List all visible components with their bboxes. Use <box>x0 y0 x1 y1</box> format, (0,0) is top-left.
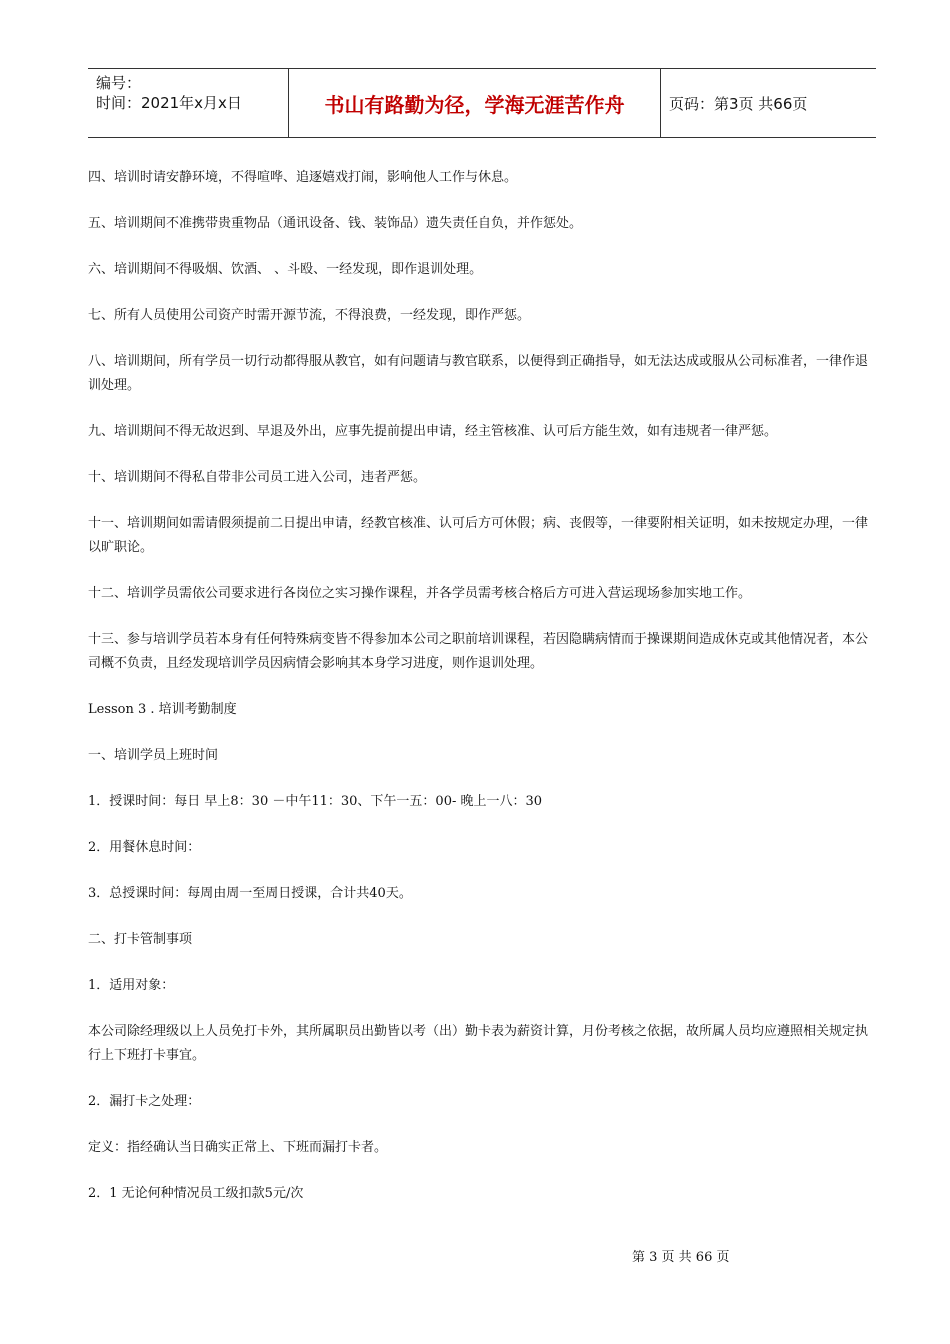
page-footer <box>632 1246 729 1265</box>
paragraph: 八、培训期间，所有学员一切行动都得服从教官，如有问题请与教官联系，以便得到正确指导，如无法达成或服从公司标准者，一律作退训处理。 <box>88 354 869 393</box>
paragraph: 1．授课时间：每日 早上8：30 －中午11：30、下午一五：00- 晚上一八：30 <box>88 794 543 809</box>
paragraph: 六、培训期间不得吸烟、饮酒、 、斗殴、一经发现，即作退训处理。 <box>88 262 483 277</box>
paragraph: 1．适用对象： <box>88 978 175 993</box>
header-page-info: 页码：第3页 共66页 <box>669 94 808 113</box>
header-left-cell <box>88 69 288 137</box>
document-body <box>88 166 878 1228</box>
paragraph: 十二、培训学员需依公司要求进行各岗位之实习操作课程，并各学员需考核合格后方可进入营运现场参加实地工作。 <box>88 586 752 601</box>
paragraph: 二、打卡管制事项 <box>88 932 193 947</box>
paragraph: 九、培训期间不得无故迟到、早退及外出，应事先提前提出申请，经主管核准、认可后方能生效，如有违规者一律严惩。 <box>88 424 778 439</box>
page-header <box>88 68 876 138</box>
paragraph: 2．漏打卡之处理： <box>88 1094 201 1109</box>
paragraph: 七、所有人员使用公司资产时需开源节流，不得浪费，一经发现，即作严惩。 <box>88 308 531 323</box>
paragraph: 本公司除经理级以上人员免打卡外，其所属职员出勤皆以考（出）勤卡表为薪资计算，月份考核之依据，故所属人员均应遵照相关规定执行上下班打卡事宜。 <box>88 1024 869 1063</box>
paragraph: 十三、参与培训学员若本身有任何特殊病变皆不得参加本公司之职前培训课程，若因隐瞒病情而于操课期间造成休克或其他情况者，本公司概不负责，且经发现培训学员因病情会影响其本身学习进度，则作退训处理。 <box>88 632 869 671</box>
header-page-cell <box>661 69 876 137</box>
footer-page-number: 第 3 页 共 66 页 <box>632 1250 730 1265</box>
paragraph: 2．1 无论何种情况员工级扣款5元/次 <box>88 1186 304 1201</box>
section-heading: Lesson 3 . 培训考勤制度 <box>88 702 237 717</box>
paragraph: 十一、培训期间如需请假须提前二日提出申请，经教官核准、认可后方可休假；病、丧假等，一律要附相关证明，如未按规定办理，一律以旷职论。 <box>88 516 869 555</box>
number-label: 编号： <box>96 74 142 92</box>
time-label: 时间：2021年x月x日 <box>96 94 242 112</box>
paragraph: 一、培训学员上班时间 <box>88 748 219 763</box>
paragraph: 四、培训时请安静环境，不得喧哗、追逐嬉戏打闹，影响他人工作与休息。 <box>88 170 518 185</box>
paragraph: 定义：指经确认当日确实正常上、下班而漏打卡者。 <box>88 1140 388 1155</box>
header-motto: 书山有路勤为径，学海无涯苦作舟 <box>324 92 625 117</box>
header-motto-cell <box>288 69 661 137</box>
paragraph: 十、培训期间不得私自带非公司员工进入公司，违者严惩。 <box>88 470 427 485</box>
paragraph: 五、培训期间不准携带贵重物品（通讯设备、钱、装饰品）遗失责任自负，并作惩处。 <box>88 216 583 231</box>
paragraph: 3．总授课时间：每周由周一至周日授课，合计共40天。 <box>88 886 412 901</box>
paragraph: 2．用餐休息时间： <box>88 840 201 855</box>
